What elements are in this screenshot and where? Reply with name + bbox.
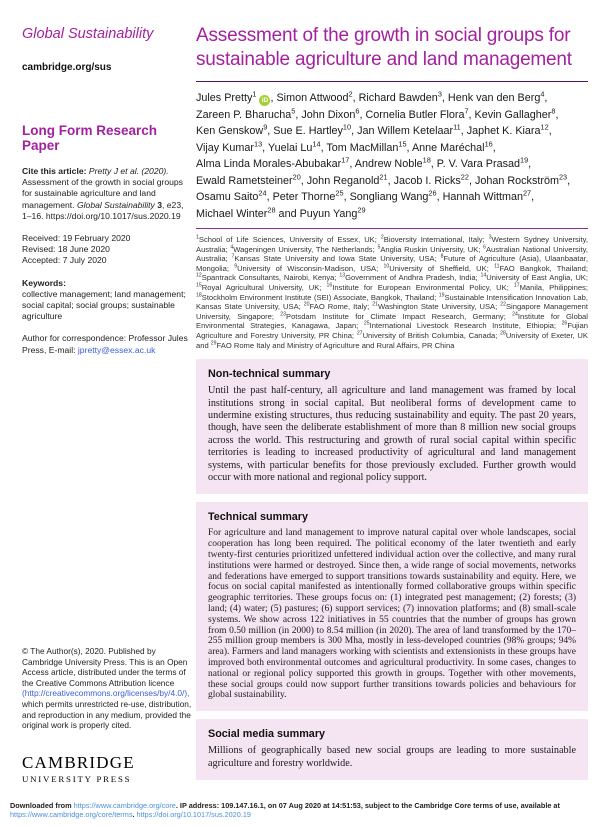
- cite-tail: , e23, 1–16. https://doi.org/10.1017/sus.2020.19: [22, 199, 184, 221]
- affiliation-number: 19: [438, 292, 445, 299]
- affiliation-number: 6: [483, 244, 486, 251]
- download-provenance-footer: [10, 801, 602, 820]
- technical-summary-box: [196, 502, 588, 711]
- footer-dot: .: [132, 810, 135, 820]
- author: Peter Thorne$^{25}$: [272, 188, 344, 203]
- article-history: [22, 233, 190, 267]
- accepted-date: Accepted: 7 July 2020: [22, 255, 107, 266]
- affiliation-number: 23: [280, 311, 287, 318]
- affiliation-number: 17: [513, 282, 520, 289]
- journal-site-link[interactable]: cambridge.org/sus: [22, 62, 112, 73]
- affiliation-number: 13: [339, 272, 346, 279]
- affiliation-number: 14: [480, 272, 487, 279]
- author: Tom MacMillan$^{15}$: [326, 138, 407, 154]
- non-technical-summary-title: Non-technical summary: [208, 368, 331, 381]
- affiliation-number: 28: [500, 330, 506, 337]
- author: Andrew Noble$^{18}$: [354, 155, 431, 170]
- sidebar-bottom: [22, 646, 192, 784]
- author: Henk van den Berg$^4$: [447, 89, 545, 104]
- author: Yuelai Lu$^{14}$: [267, 138, 321, 154]
- author: Kevin Gallagher$^8$: [474, 105, 556, 121]
- cite-authors: Pretty J et al. (2020).: [88, 166, 169, 176]
- authors-divider: [196, 228, 588, 229]
- footer-doi-link[interactable]: https://doi.org/10.1017/sus.2020.19: [136, 810, 251, 820]
- author: Simon Attwood$^2$: [276, 89, 353, 104]
- affiliation-number: 5: [377, 244, 381, 251]
- affiliation-number: 9: [234, 263, 238, 270]
- affiliation-number: 15: [196, 282, 202, 289]
- correspondence-name: Professor Jules Press,: [22, 333, 188, 355]
- copyright-text-pre: © The Author(s), 2020. Published by Cambridge University Press. This is an Open Access article, distributed under the terms of the Creative Commons Attribution licence: [22, 646, 188, 688]
- author: Ewald Rametsteiner$^{20}$: [196, 171, 301, 187]
- footer-text-pre: Downloaded from: [10, 800, 72, 810]
- social-media-summary-body: Millions of geographically based new social groups are leading to more sustainable agriculture and forestry worldwide.: [208, 745, 576, 769]
- author: Songliang Wang$^{26}$: [349, 188, 437, 203]
- author: Richard Bawden$^3$: [358, 89, 442, 104]
- affiliation-number: 24: [512, 311, 518, 318]
- non-technical-summary-box: [196, 359, 588, 494]
- author: Vijay Kumar$^{13}$: [196, 138, 263, 154]
- author: Jan Willem Ketelaar$^{11}$: [357, 122, 461, 137]
- author: Puyun Yang$^{29}$: [299, 204, 366, 220]
- sidebar: [22, 26, 190, 367]
- main-column: [196, 24, 588, 788]
- affiliation-number: 25: [363, 320, 370, 327]
- title-divider: [196, 81, 588, 82]
- affiliation-number: 11: [494, 263, 500, 270]
- footer-core-link[interactable]: https://www.cambridge.org/core: [73, 800, 176, 810]
- author: John Reganold$^{21}$: [306, 171, 388, 187]
- affiliation-number: 8: [440, 253, 444, 260]
- cambridge-university-press-logo: [22, 753, 192, 784]
- technical-summary-title: Technical summary: [208, 511, 309, 524]
- copyright-notice: [22, 646, 192, 731]
- affiliation-number: 27: [356, 330, 363, 337]
- author: Anne Maréchal$^{16}$: [411, 138, 493, 154]
- author: P. V. Vara Prasad$^{19}$: [436, 155, 529, 170]
- affiliation-number: 22: [500, 301, 506, 308]
- social-media-summary-title: Social media summary: [208, 728, 326, 741]
- author: Sue E. Hartley$^{10}$: [273, 122, 352, 137]
- affiliation-number: 18: [196, 292, 202, 299]
- correspondence-block: [22, 333, 190, 355]
- technical-summary-body: For agriculture and land management to improve natural capital over whole landscapes, social cooperation has long been required. The political economy of the later twentieth and early twenty-first centuries prioritized unfettered individual action over the collective, and many rural institutions were harmed or destroyed. Since then, a wide range of social movements, networks and federations have emerged to support transitions towards sustainability and equity. Here, we focus on social capital manifested as intentionally formed collaborative groups within specific geographic territories. These groups focus on: (1) integrated pest management; (2) forests; (3) land; (4) water; (5) pastures; (6) support services; (7) innovation platforms; and (8) small-scale systems. We show across 122 initiatives in 55 countries that the number of groups has grown from 0.50 million (in 2000) to 8.54 million (in 2020). The area of land transformed by the 170–255 million group members is 300 Mha, mostly in less-developed countries (98% groups; 94% area). Farmers and land managers working with scientists and extensionists in these groups have improved both environmental outcomes and agricultural productivity. In some cases, changes to national or regional policy supported this growth in groups. Together with other movements, these social groups could now support further transitions towards policies and behaviours for global sustainability.: [208, 528, 576, 701]
- affiliation-number: 1: [196, 234, 199, 241]
- orcid-icon[interactable]: iD: [259, 95, 270, 106]
- cite-label: Cite this article:: [22, 166, 87, 176]
- logo-line-2: UNIVERSITY PRESS: [22, 773, 132, 784]
- affiliation-list: $^1$School of Life Sciences, University of Essex, UK; $^2$Bioversity International, Italy; $^3$Western Sydney University, Australia; $^4$Wageningen University, The Netherlands; $^5$Anglia Ruskin University, UK; $^6$Australian National University, Australia; $^7$Kansas State University and Iowa State University, USA; $^8$Future of Agriculture (Asia), Ulaanbaatar, Mongolia; $^9$University of Wisconsin-Madison, USA; $^{10}$University of Sheffield, UK; $^{11}$FAO Bangkok, Thailand; $^{12}$Spantrack Consultants, Nairobi, Kenya; $^{13}$Government of Andhra Pradesh, India; $^{14}$University of East Anglia, UK; $^{15}$Royal Agricultural University, UK; $^{16}$Institute for European Environmental Policy, UK; $^{17}$Manila, Philippines; $^{18}$Stockholm Environment Institute (SEI) Associate, Bangkok, Thailand; $^{19}$Sustainable Intensification Innovation Lab, Kansas State University, USA; $^{20}$FAO Rome, Italy; $^{21}$Washington State University, USA; $^{22}$Singapore Management University, Singapore; $^{23}$Potsdam Institute for Climate Impact Research, Germany; $^{24}$Institute for Global Environmental Strategies, Kanagawa, Japan; $^{25}$International Livestock Research Institute, Ethiopia; $^{26}$Fujian Agriculture and Forestry University, PR China; $^{27}$University of British Columbia, Canada; $^{28}$University of Exeter, UK and $^{29}$FAO Rome Italy and Ministry of Agriculture and Rural Affairs, PR China: [196, 234, 588, 350]
- non-technical-summary-body: Until the past half-century, all agriculture and land management was framed by local institutions strong in social capital. But neoliberal forms of development came to undermine existing structures, thus reducing sustainability and equity. The past 20 years, though, have seen the deliberate establishment of more than 8 million new social groups across the world. This restructuring and growth of rural social capital within specific territories is leading to increased productivity of agricultural and land management systems, with particular benefits for those previously excluded. Further growth would occur with more national and regional policy support.: [208, 385, 576, 483]
- logo-line-1: CAMBRIDGE: [22, 752, 135, 772]
- article-title: Assessment of the growth in social groups for sustainable agriculture and land management: [196, 25, 572, 70]
- affiliation-number: 26: [561, 320, 568, 327]
- affiliation-number: 3: [488, 234, 492, 241]
- author: Jacob I. Ricks$^{22}$: [393, 171, 469, 187]
- paper-type-label: Long Form Research Paper: [22, 123, 158, 153]
- affiliation-number: 12: [196, 272, 202, 279]
- correspondence-email-link[interactable]: jpretty@essex.ac.uk: [77, 344, 156, 355]
- author-list: Jules Pretty$^1$iD , Simon Attwood$^2$, Richard Bawden$^3$, Henk van den Berg$^4$, Zareen P. Bharucha$^5$, John Dixon$^6$, Cornelia Butler Flora$^7$, Kevin Gallagher$^8$, Ken Genskow$^9$, Sue E. Hartley$^{10}$, Jan Willem Ketelaar$^{11}$, Japhet K. Kiara$^{12}$, Vijay Kumar$^{13}$, Yuelai Lu$^{14}$, Tom MacMillan$^{15}$, Anne Maréchal$^{16}$, Alma Linda Morales-Abubakar$^{17}$, Andrew Noble$^{18}$, P. V. Vara Prasad$^{19}$, Ewald Rametsteiner$^{20}$, John Reganold$^{21}$, Jacob I. Ricks$^{22}$, Johan Rockström$^{23}$, Osamu Saito$^{24}$, Peter Thorne$^{25}$, Songliang Wang$^{26}$, Hannah Wittman$^{27}$, Michael Winter$^{28}$ and Puyun Yang$^{29}$: [196, 89, 571, 220]
- author: Johan Rockström$^{23}$: [474, 171, 568, 187]
- cite-block: [22, 166, 190, 222]
- received-date: Received: 19 February 2020: [22, 233, 131, 244]
- footer-text-mid: . IP address: 109.147.16.1, on 07 Aug 2020 at 14:51:53, subject to the Cambridge Core terms of use, available at: [175, 800, 560, 810]
- journal-name: Global Sustainability: [22, 26, 154, 42]
- author: Japhet K. Kiara$^{12}$: [466, 122, 549, 137]
- cc-licence-link[interactable]: (http://creativecommons.org/licenses/by/4.0/),: [22, 688, 190, 699]
- keywords-text: collective management; land management; social capital; social groups; sustainable agriculture: [22, 288, 186, 322]
- cite-journal: Global Sustainability: [76, 199, 155, 210]
- affiliation-number: 7: [231, 253, 235, 260]
- affiliation-number: 21: [372, 301, 378, 308]
- author: Hannah Wittman$^{27}$: [442, 188, 532, 203]
- cite-volume: 3: [157, 199, 162, 210]
- affiliation-number: 2: [380, 234, 384, 241]
- keywords-label: Keywords:: [22, 277, 66, 288]
- author: Jules Pretty$^1$iD: [196, 92, 270, 104]
- author: Cornelia Butler Flora$^7$: [365, 105, 469, 121]
- affiliation-number: 29: [210, 340, 217, 346]
- keywords-block: [22, 278, 190, 323]
- affiliation-number: 10: [383, 263, 390, 270]
- copyright-text-post: which permits unrestricted re-use, distribution, and reproduction in any medium, provided the original work is properly cited.: [22, 698, 192, 731]
- author: Michael Winter$^{28}$: [196, 204, 276, 220]
- author: Zareen P. Bharucha$^5$: [196, 105, 296, 121]
- author: Ken Genskow$^9$: [196, 122, 268, 137]
- affiliation-number: 16: [326, 282, 333, 289]
- revised-date: Revised: 18 June 2020: [22, 244, 110, 255]
- affiliation-number: 20: [303, 301, 310, 308]
- author: Alma Linda Morales-Abubakar$^{17}$: [196, 155, 350, 170]
- author: Osamu Saito$^{24}$: [196, 188, 267, 203]
- email-label: E-mail:: [48, 344, 76, 355]
- cite-title: Assessment of the growth in social groups for sustainable agriculture and land management.: [22, 177, 183, 210]
- footer-terms-link[interactable]: https://www.cambridge.org/core/terms: [10, 810, 133, 820]
- social-media-summary-box: [196, 719, 588, 780]
- author: John Dixon$^6$: [301, 105, 360, 121]
- correspondence-label: Author for correspondence:: [22, 333, 127, 344]
- affiliation-number: 4: [230, 244, 234, 251]
